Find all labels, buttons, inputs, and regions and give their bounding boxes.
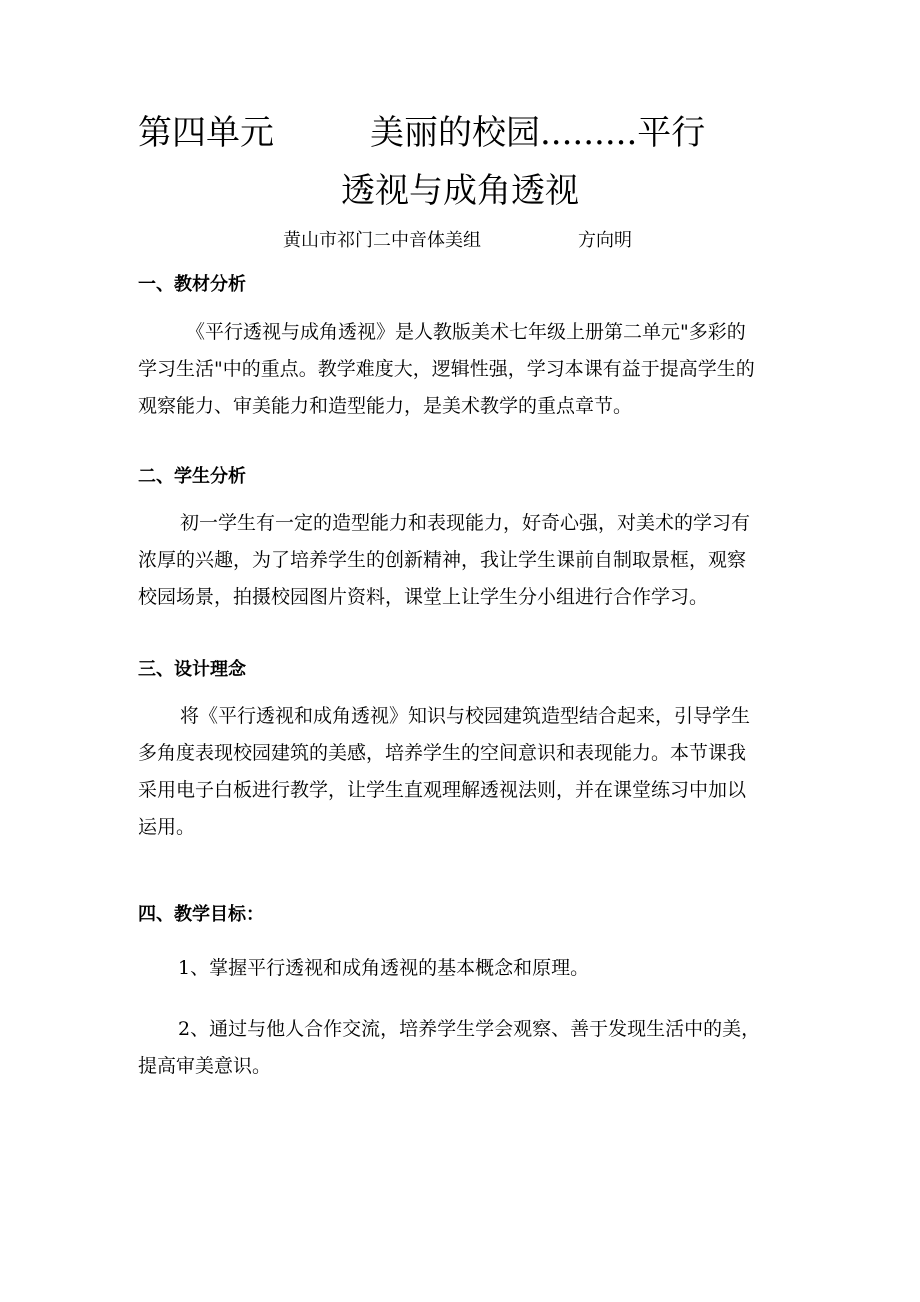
paragraph-line: 观察能力、审美能力和造型能力，是美术教学的重点章节。 (138, 395, 633, 417)
section-heading-design: 三、设计理念 (138, 659, 246, 680)
paragraph-line: 采用电子白板进行教学，让学生直观理解透视法则，并在课堂练习中加以 (138, 779, 747, 801)
goal-item-1 (138, 950, 798, 987)
author-school: 黄山市祁门二中音体美组 (283, 230, 481, 251)
paragraph-line: 校园场景，拍摄校园图片资料，课堂上让学生分小组进行合作学习。 (138, 586, 709, 608)
paragraph-line: 浓厚的兴趣，为了培养学生的创新精神，我让学生课前自制取景框，观察 (138, 549, 747, 571)
section-body-design (138, 698, 788, 846)
section-heading-goals: 四、教学目标： (138, 904, 264, 925)
paragraph-line: 运用。 (138, 816, 196, 838)
author-name: 方向明 (578, 230, 632, 251)
section-body-material (138, 314, 788, 425)
paragraph-line: 初一学生有一定的造型能力和表现能力，好奇心强，对美术的学习有 (180, 512, 751, 534)
paragraph-line: 学习生活"中的重点。教学难度大，逻辑性强，学习本课有益于提高学生的 (138, 358, 755, 380)
section-heading-material: 一、教材分析 (138, 274, 246, 295)
goal-line: 1、掌握平行透视和成角透视的基本概念和原理。 (178, 957, 590, 979)
paragraph-line: 《平行透视与成角透视》是人教版美术七年级上册第二单元"多彩的 (186, 321, 746, 343)
section-heading-students: 二、学生分析 (138, 466, 246, 487)
section-body-students (138, 505, 788, 616)
title-unit: 第四单元 (138, 113, 274, 153)
paragraph-line: 多角度表现校园建筑的美感，培养学生的空间意识和表现能力。本节课我 (138, 742, 747, 764)
title-topic: 美丽的校园.........平行 (370, 113, 706, 153)
goal-line: 2、通过与他人合作交流，培养学生学会观察、善于发现生活中的美， (178, 1018, 761, 1040)
goal-item-2 (138, 1011, 798, 1085)
title-subtitle: 透视与成角透视 (341, 171, 579, 211)
paragraph-line: 将《平行透视和成角透视》知识与校园建筑造型结合起来，引导学生 (180, 705, 751, 727)
goal-line: 提高审美意识。 (138, 1055, 272, 1077)
